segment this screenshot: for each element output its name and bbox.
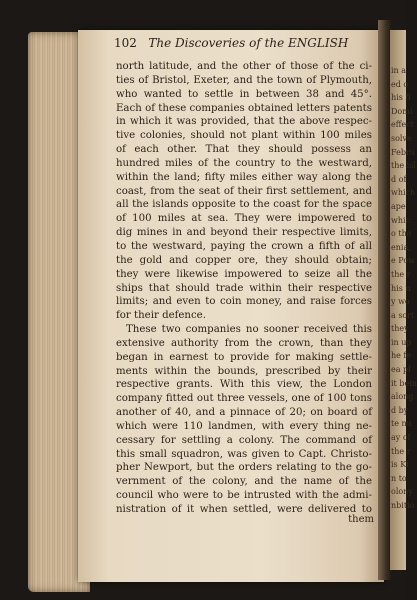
facing-page-fragment: in a [391, 66, 407, 75]
facing-page-fragment: y wo [391, 297, 410, 307]
facing-page-fragment: n to [391, 473, 407, 483]
facing-page-fragment: he fe [391, 351, 412, 361]
facing-page-fragment: o the [391, 229, 412, 239]
facing-page-fragment: effect [391, 120, 414, 130]
text-line: extensive authority from the crown, than they [116, 337, 372, 349]
facing-page-fragment: Domi [391, 106, 413, 116]
text-line: council who were to be intrusted with the admi- [116, 490, 372, 502]
text-line: the gold and copper ore, they should obtain; [116, 254, 372, 266]
text-line: ships that should trade within their respective [116, 282, 372, 294]
facing-page-fragment: olony [391, 487, 413, 497]
facing-page-fragment: which [391, 188, 416, 198]
text-line: of each other. That they should possess an [116, 144, 372, 156]
text-line: dig mines in and beyond their respective limits, [116, 227, 372, 239]
facing-page-fragment: the r [391, 446, 411, 456]
facing-page-fragment: e Pow [391, 256, 415, 266]
text-line: to the westward, paying the crown a fifth of all [116, 240, 372, 252]
facing-page-fragment: along [391, 392, 414, 402]
facing-page-fragment: is Ki [391, 460, 409, 470]
text-line: ments within the bounds, prescribed by their [116, 365, 372, 377]
text-line: These two companies no sooner received this [126, 324, 372, 336]
text-line: coast, from the seat of their first settlement, and [116, 185, 372, 197]
facing-page-fragment: they [391, 324, 409, 334]
facing-page-fragment: in up [391, 337, 412, 347]
text-line: cessary for settling a colony. The command of [116, 434, 372, 446]
facing-page-fragment: ed o [391, 79, 409, 89]
text-line: Each of these companies obtained letters patents [116, 102, 372, 114]
facing-page-fragment: it bein [391, 378, 417, 388]
facing-page-fragment: enia, [391, 242, 411, 252]
text-line: tive colonies, should not plant within 100 miles [116, 130, 372, 142]
facing-page-fragment: the isl [391, 161, 416, 171]
catchword: them [348, 514, 374, 525]
facing-page-fragment: his n [391, 283, 411, 293]
text-line: respective grants. With this view, the London [116, 379, 372, 391]
facing-page-fragment: ape [391, 201, 406, 211]
text-line: ties of Bristol, Exeter, and the town of Plymouth, [116, 74, 372, 86]
facing-page-fragment: the r [391, 269, 411, 279]
facing-page-fragment: te nu [391, 419, 412, 429]
facing-page-fragment: whic [391, 215, 411, 225]
text-line: hundred miles of the country to the westward, [116, 157, 372, 169]
text-line: nistration of it when settled, were delivered to [116, 504, 372, 515]
facing-page-fragment: ea pl [391, 365, 411, 375]
text-line: for their defence. [116, 310, 206, 322]
facing-page-fragment: solve [391, 133, 412, 143]
facing-page-text [390, 30, 417, 513]
facing-page-fragment: d of [391, 174, 407, 184]
text-line: pher Newport, but the orders relating to the go- [116, 462, 372, 474]
facing-page-fragment: Febru [391, 147, 415, 157]
text-line: all the islands opposite to the coast for the space [116, 199, 372, 211]
facing-page-fragment: nbitio [391, 501, 415, 510]
page-number: 102 [114, 36, 137, 50]
facing-page-fragment: a sort [391, 310, 415, 320]
text-line: who wanted to settle in between 38 and 45°. [116, 88, 372, 100]
facing-page-fragment: d by [391, 405, 409, 415]
running-title: The Discoveries of the ENGLISH [148, 36, 349, 50]
text-line: another of 40, and a pinnace of 20; on board of [116, 407, 372, 419]
body-text [116, 60, 372, 517]
text-line: vernment of the colony, and the name of the [116, 476, 372, 488]
text-line: they were likewise impowered to seize all the [116, 268, 372, 280]
text-line: this small squadron, was given to Capt. Christo- [116, 448, 372, 460]
text-line: north latitude, and the other of those of the ci- [116, 61, 372, 72]
text-line: within the land; fifty miles either way along the [116, 171, 372, 183]
text-line: in which it was provided, that the above respec- [116, 116, 372, 128]
text-line: began in earnest to provide for making settle- [116, 351, 372, 363]
facing-page-fragment: his fi [391, 93, 411, 103]
text-line: limits; and even to coin money, and raise forces [116, 296, 372, 308]
text-line: company fitted out three vessels, one of 100 tons [116, 393, 372, 405]
text-line: of 100 miles at sea. They were impowered to [116, 213, 372, 225]
running-head [114, 36, 376, 50]
facing-page [390, 30, 417, 570]
facing-page-fragment: ay of [391, 433, 411, 443]
text-line: which were 110 landmen, with every thing ne- [116, 420, 372, 432]
